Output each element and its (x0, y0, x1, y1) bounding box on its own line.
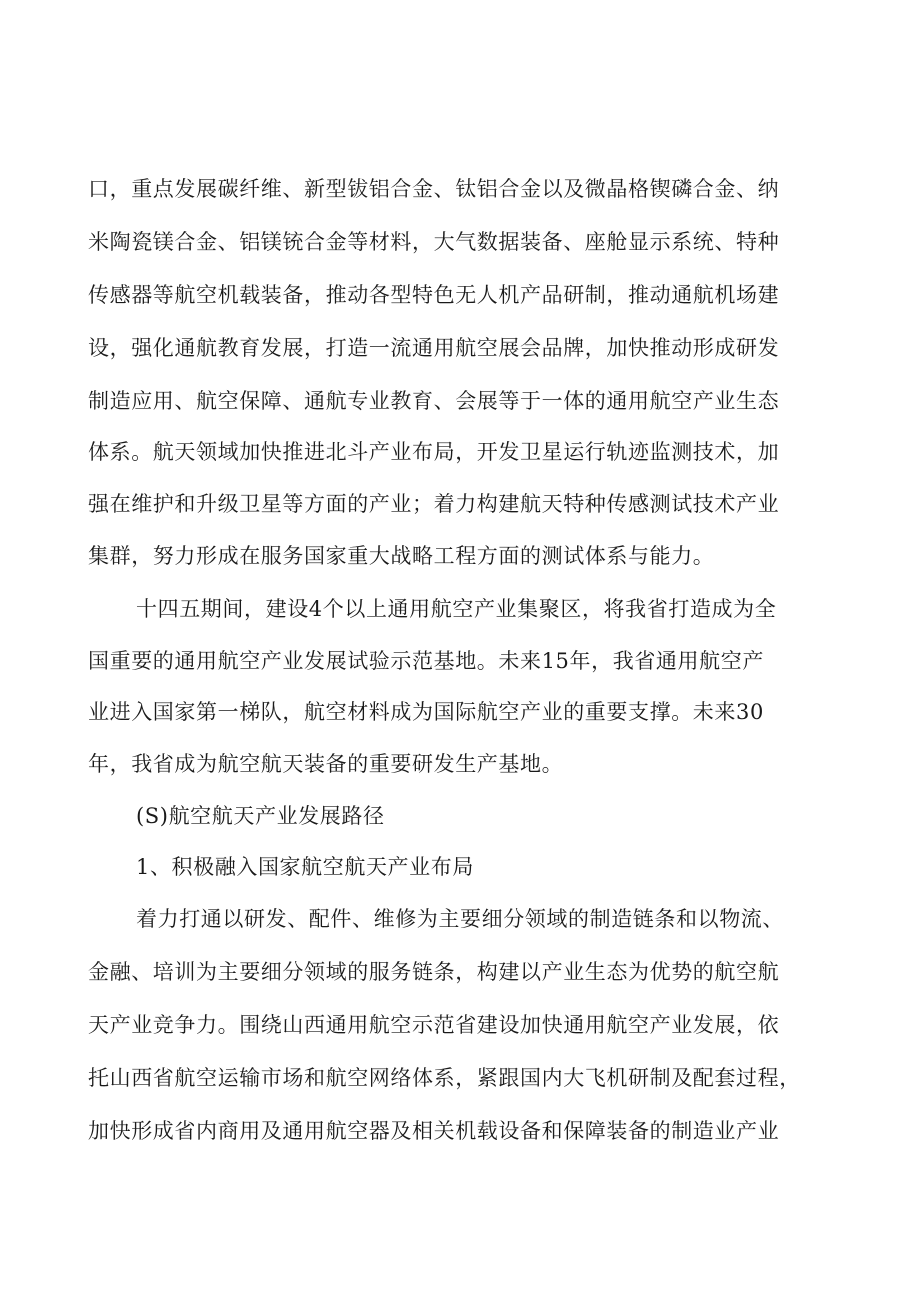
paragraph-line: 年，我省成为航空航天装备的重要研发生产基地。 (88, 752, 564, 776)
paragraph-line: 十四五期间，建设4个以上通用航空产业集聚区，将我省打造成为全 (136, 597, 777, 621)
paragraph-line: 体系。航天领域加快推进北斗产业布局，开发卫星运行轨迹监测技术，加 (88, 440, 780, 464)
paragraph-line: 设，强化通航教育发展，打造一流通用航空展会品牌，加快推动形成研发 (88, 336, 780, 360)
section-heading: (S)航空航天产业发展路径 (136, 804, 385, 828)
paragraph-line: 业进入国家第一梯队，航空材料成为国际航空产业的重要支撑。未来30 (88, 700, 764, 724)
paragraph-line: 加快形成省内商用及通用航空器及相关机载设备和保障装备的制造业产业 (88, 1119, 780, 1143)
paragraph-line: 金融、培训为主要细分领域的服务链条，构建以产业生态为优势的航空航 (88, 960, 780, 984)
subsection-heading: 1、积极融入国家航空航天产业布局 (136, 855, 474, 879)
paragraph-line: 集群，努力形成在服务国家重大战略工程方面的测试体系与能力。 (88, 544, 715, 568)
paragraph-line: 制造应用、航空保障、通航专业教育、会展等于一体的通用航空产业生态 (88, 389, 780, 413)
paragraph-line: 米陶瓷镁合金、铝镁铳合金等材料，大气数据装备、座舱显示系统、特种 (88, 230, 780, 254)
paragraph-line: 国重要的通用航空产业发展试验示范基地。未来15年，我省通用航空产 (88, 649, 764, 673)
paragraph-line: 口，重点发展碳纤维、新型钹铝合金、钛铝合金以及微晶格锲磷合金、纳 (88, 177, 780, 201)
paragraph-line: 天产业竞争力。围绕山西通用航空示范省建设加快通用航空产业发展，依 (88, 1013, 780, 1037)
paragraph-line: 托山西省航空运输市场和航空网络体系，紧跟国内大飞机研制及配套过程， (88, 1066, 801, 1090)
paragraph-line: 传感器等航空机载装备，推动各型特色无人机产品研制，推动通航机场建 (88, 283, 780, 307)
paragraph-line: 着力打通以研发、配件、维修为主要细分领域的制造链条和以物流、 (136, 907, 784, 931)
paragraph-line: 强在维护和升级卫星等方面的产业；着力构建航天特种传感测试技术产业 (88, 492, 780, 516)
